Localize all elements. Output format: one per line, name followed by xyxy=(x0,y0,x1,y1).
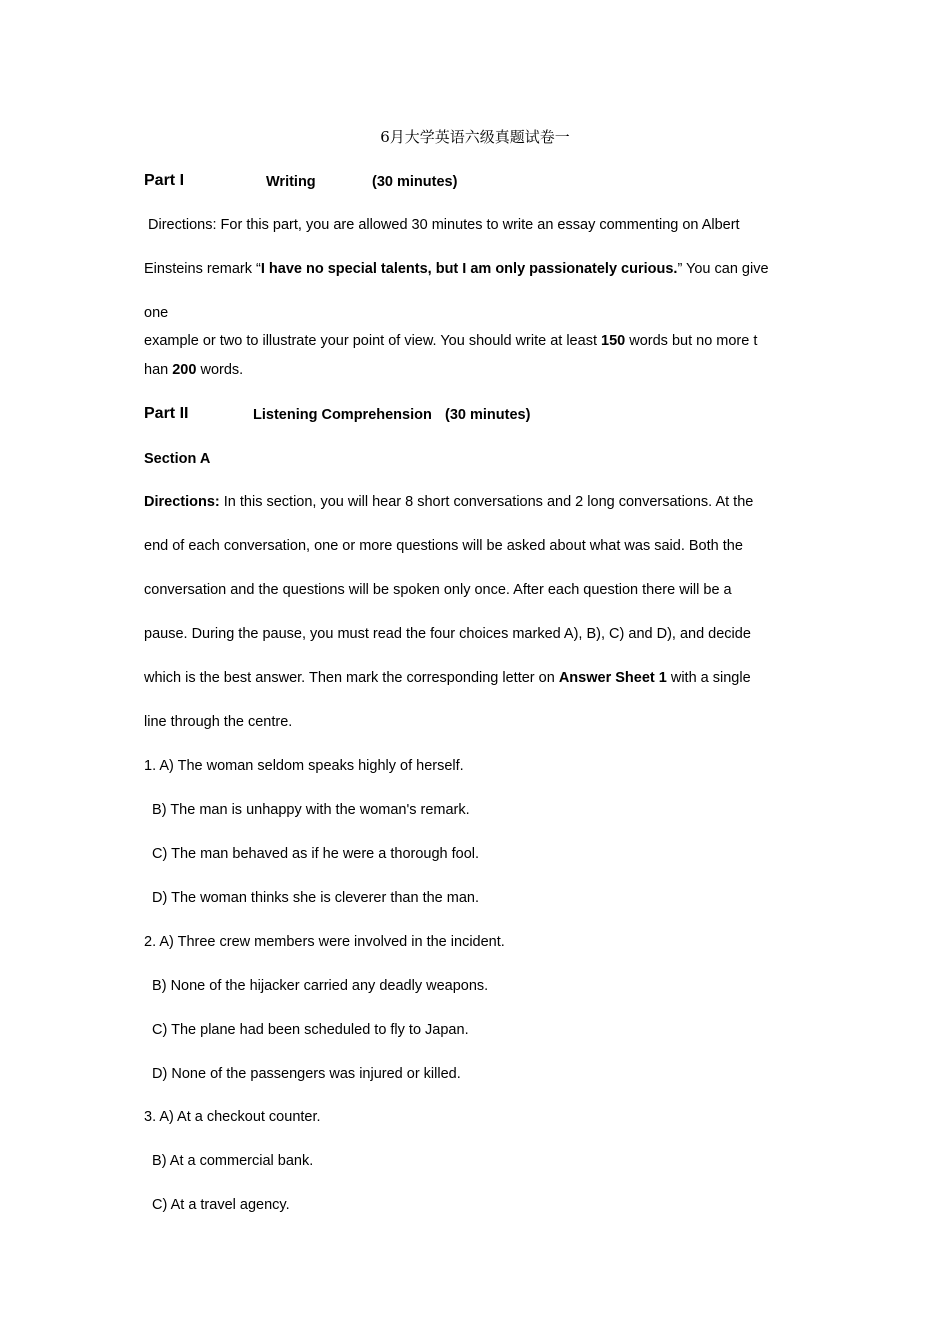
part2-name: Listening Comprehension xyxy=(253,407,432,423)
part1-directions-text: ” You can give xyxy=(677,261,769,277)
part2-directions-line-4: pause. During the pause, you must read the four choices marked A), B), C) and D), and decide xyxy=(144,626,751,642)
question-2-option-c: C) The plane had been scheduled to fly to Japan. xyxy=(144,1022,469,1038)
question-2-option-a: 2. A) Three crew members were involved in the incident. xyxy=(144,934,505,950)
part2-directions-line-3: conversation and the questions will be spoken only once. After each question there will be a xyxy=(144,582,732,598)
part2-directions-line-2: end of each conversation, one or more questions will be asked about what was said. Both the xyxy=(144,538,743,554)
einstein-quote: I have no special talents, but I am only passionately curious. xyxy=(260,261,678,277)
max-words: 200 xyxy=(172,362,197,378)
part1-directions-line-5 xyxy=(144,361,243,379)
part1-directions-line-3: one xyxy=(144,305,169,321)
part2-directions-line-5 xyxy=(144,669,751,687)
question-1-option-a: 1. A) The woman seldom speaks highly of herself. xyxy=(144,758,464,774)
part1-directions-text: han xyxy=(144,362,173,378)
part1-label: Part I xyxy=(144,172,185,189)
question-3-option-a: 3. A) At a checkout counter. xyxy=(144,1109,321,1125)
directions-label: Directions: xyxy=(144,494,220,510)
section-a-heading: Section A xyxy=(144,451,211,467)
part2-directions-text: In this section, you will hear 8 short conversations and 2 long conversations. At the xyxy=(219,494,754,510)
part1-directions-line-1: Directions: For this part, you are allowed 30 minutes to write an essay commenting on Albert xyxy=(144,217,740,233)
part1-directions-text: Einsteins remark “ xyxy=(144,261,261,277)
part1-directions-line-2 xyxy=(144,260,769,278)
part1-directions-text: words but no more t xyxy=(625,333,758,349)
part2-time: (30 minutes) xyxy=(445,407,531,423)
part1-name: Writing xyxy=(266,174,316,190)
part2-directions-line-1 xyxy=(144,493,753,511)
part2-directions-line-6: line through the centre. xyxy=(144,714,293,730)
part2-directions-text: with a single xyxy=(666,670,751,686)
question-2-option-d: D) None of the passengers was injured or killed. xyxy=(144,1066,461,1082)
part2-directions-text: which is the best answer. Then mark the corresponding letter on xyxy=(144,670,559,686)
question-3-option-c: C) At a travel agency. xyxy=(144,1197,290,1213)
question-1-option-d: D) The woman thinks she is cleverer than the man. xyxy=(144,890,479,906)
part2-label: Part II xyxy=(144,405,189,422)
part1-directions-line-4 xyxy=(144,332,757,350)
question-1-option-b: B) The man is unhappy with the woman's remark. xyxy=(144,802,470,818)
page-title: 6月大学英语六级真题试卷一 xyxy=(380,128,570,146)
min-words: 150 xyxy=(601,333,626,349)
question-1-option-c: C) The man behaved as if he were a thorough fool. xyxy=(144,846,480,862)
answer-sheet-label: Answer Sheet 1 xyxy=(558,670,667,686)
part1-directions-text: words. xyxy=(196,362,244,378)
question-2-option-b: B) None of the hijacker carried any deadly weapons. xyxy=(144,978,489,994)
question-3-option-b: B) At a commercial bank. xyxy=(144,1153,314,1169)
part1-directions-text: example or two to illustrate your point of view. You should write at least xyxy=(144,333,601,349)
part1-time: (30 minutes) xyxy=(372,174,458,190)
